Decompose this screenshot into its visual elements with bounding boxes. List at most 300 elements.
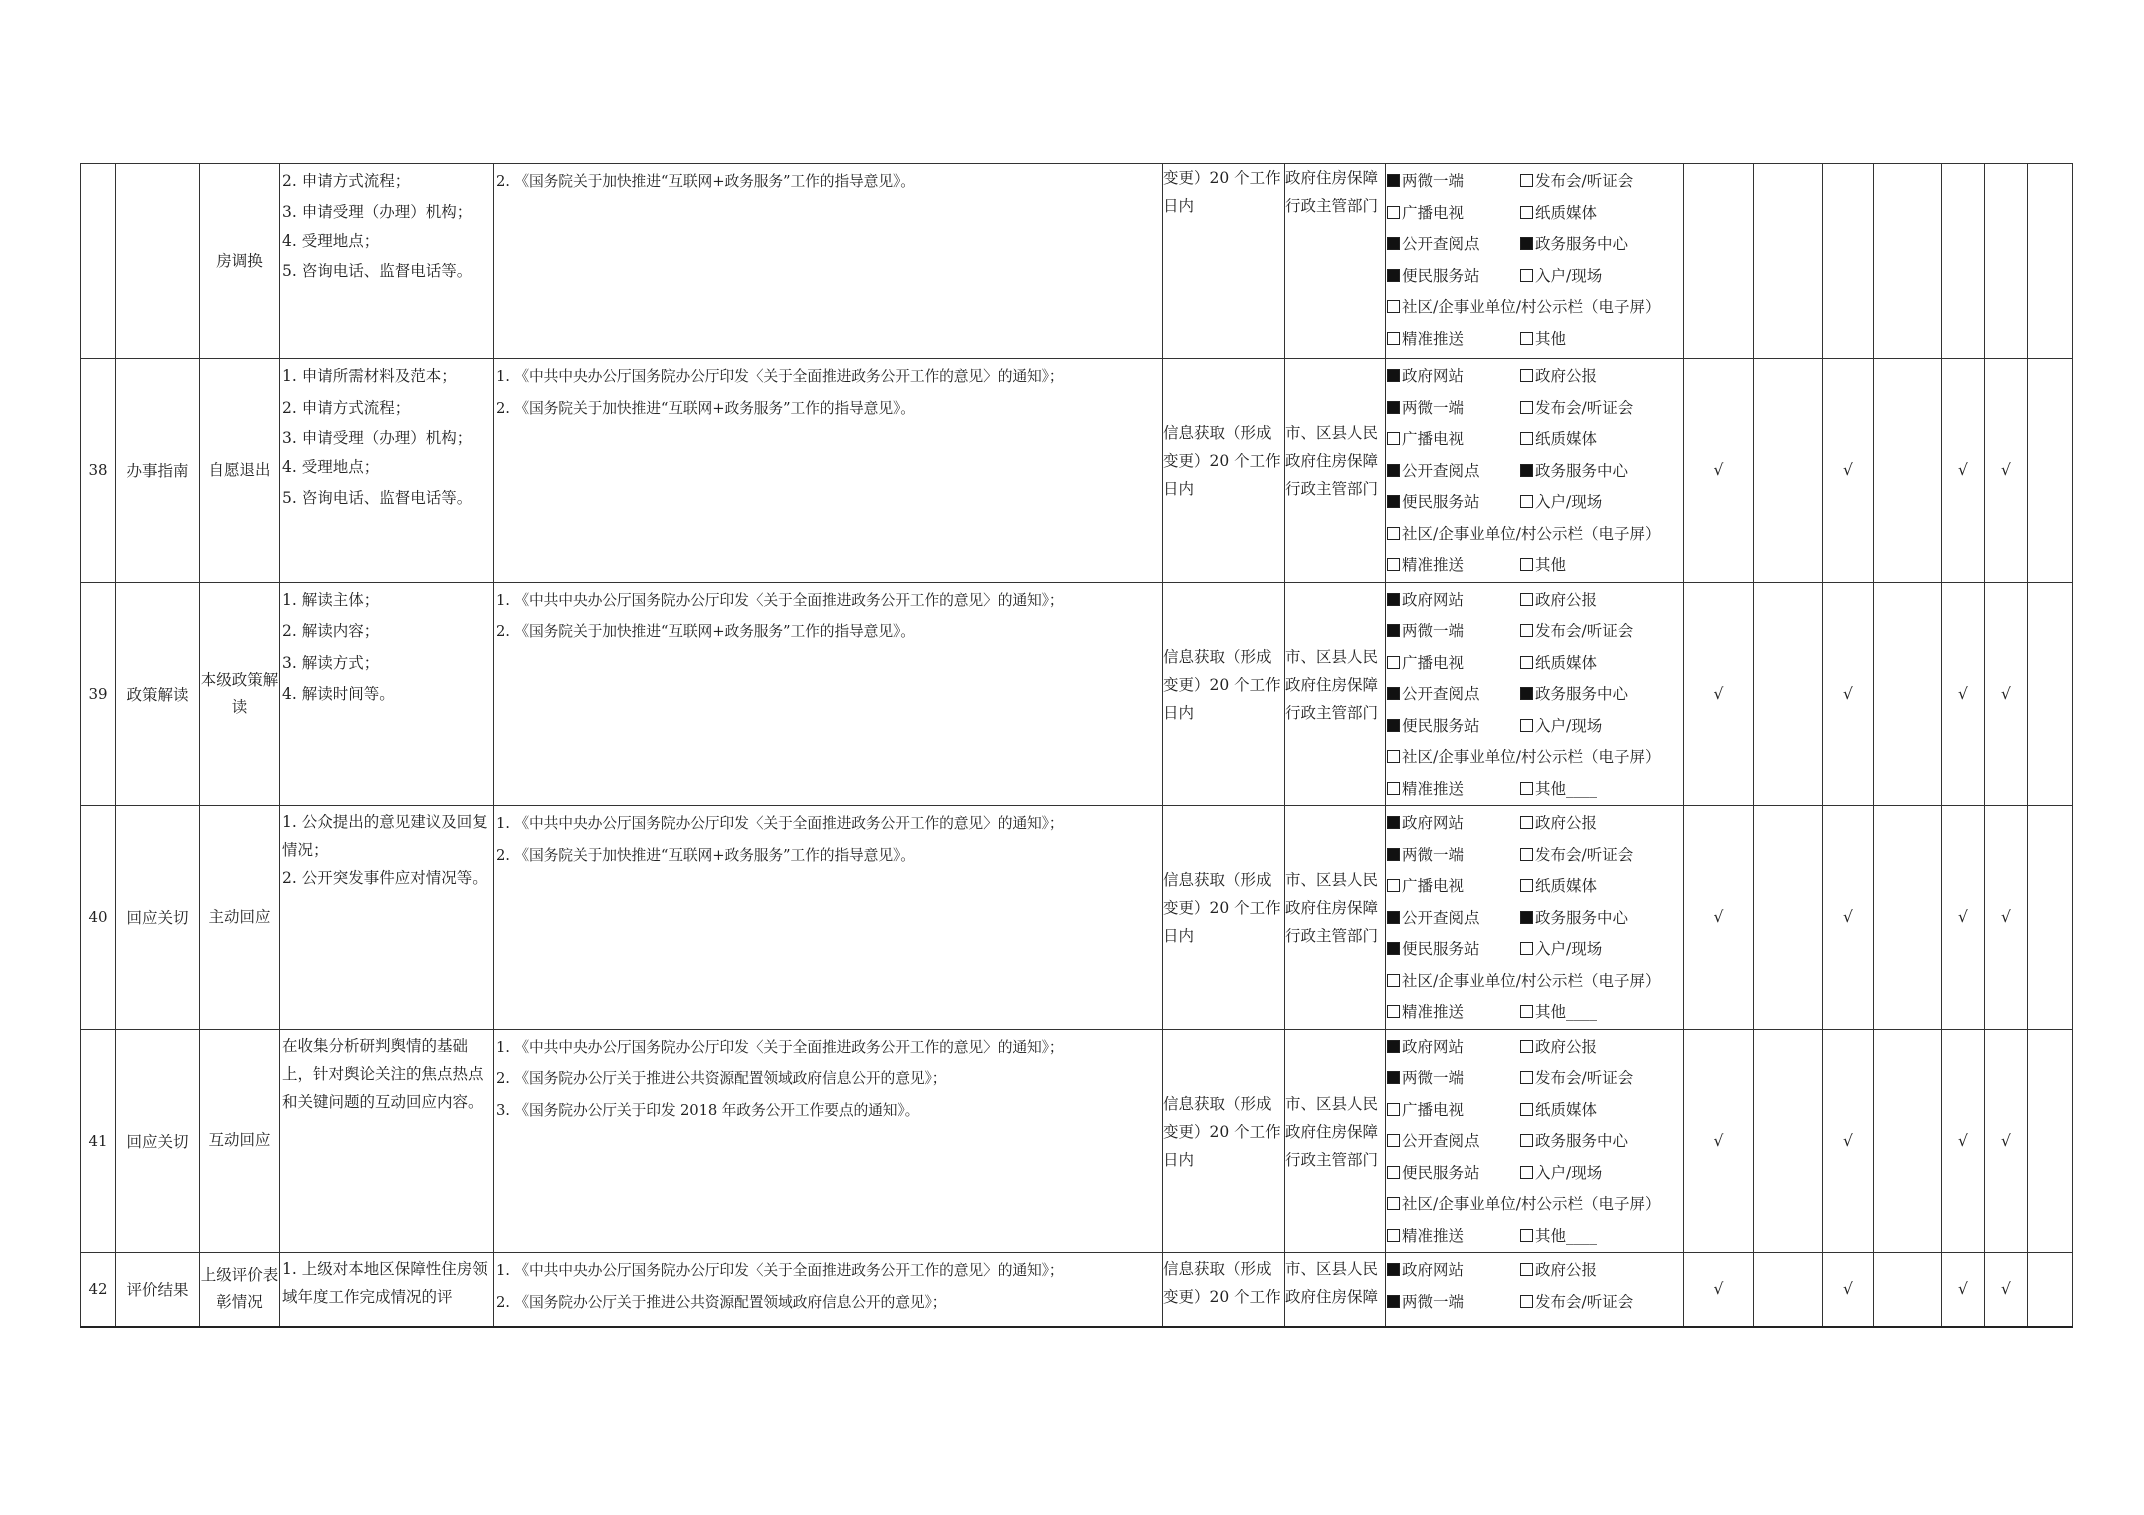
category-cell bbox=[116, 806, 200, 1030]
content-line: 2. 公开突发事件应对情况等。 bbox=[282, 869, 488, 887]
subject-line: 行政主管部门 bbox=[1285, 197, 1379, 215]
channel-option bbox=[1387, 261, 1520, 293]
scope-check-cell bbox=[1754, 806, 1823, 1030]
channel-option bbox=[1387, 648, 1520, 680]
channel-row bbox=[1387, 616, 1683, 648]
row-number: 42 bbox=[88, 1280, 108, 1299]
content-cell bbox=[280, 1253, 494, 1327]
channel-label: 发布会/听证会 bbox=[1535, 1069, 1634, 1087]
channel-label: 政府公报 bbox=[1535, 1261, 1598, 1279]
scope-check-cell bbox=[1985, 1029, 2028, 1253]
unchecked-box-icon bbox=[1520, 719, 1533, 732]
channel-label: 政府网站 bbox=[1402, 367, 1465, 385]
channel-label: 精准推送 bbox=[1402, 556, 1465, 574]
channel-row bbox=[1387, 361, 1683, 393]
channel-option bbox=[1387, 997, 1520, 1029]
scope-check-cell bbox=[1942, 164, 1985, 359]
unchecked-box-icon bbox=[1520, 624, 1533, 637]
table-row bbox=[81, 582, 2073, 806]
unchecked-box-icon bbox=[1520, 174, 1533, 187]
time-limit-line: 信息获取（形成 bbox=[1163, 424, 1272, 442]
channel-option bbox=[1387, 1221, 1520, 1253]
check-mark: √ bbox=[1713, 461, 1724, 480]
channel-label: 两微一端 bbox=[1402, 1292, 1465, 1311]
unchecked-box-icon bbox=[1520, 1134, 1533, 1147]
scope-check-cell bbox=[2028, 359, 2073, 583]
channel-label: 广播电视 bbox=[1402, 653, 1465, 672]
scope-check-cell bbox=[1874, 1253, 1942, 1327]
unchecked-box-icon bbox=[1520, 782, 1533, 795]
channel-option bbox=[1387, 840, 1520, 872]
channel-label: 社区/企事业单位/村公示栏（电子屏） bbox=[1402, 971, 1661, 990]
subject-line: 行政主管部门 bbox=[1285, 1150, 1379, 1169]
channel-row bbox=[1387, 456, 1683, 488]
table-row bbox=[81, 1029, 2073, 1253]
unchecked-box-icon bbox=[1387, 1166, 1400, 1179]
checked-box-icon bbox=[1387, 719, 1400, 732]
channel-row bbox=[1387, 648, 1683, 680]
check-mark: √ bbox=[1713, 1131, 1724, 1150]
channel-label: 政府公报 bbox=[1535, 1037, 1598, 1056]
channel-option bbox=[1387, 1287, 1520, 1319]
scope-check-cell bbox=[2028, 1029, 2073, 1253]
channel-label: 广播电视 bbox=[1402, 877, 1465, 895]
check-mark: √ bbox=[1843, 1131, 1853, 1150]
checked-box-icon bbox=[1387, 1040, 1400, 1053]
channel-option bbox=[1387, 679, 1520, 711]
unchecked-box-icon bbox=[1520, 369, 1533, 382]
channel-option bbox=[1387, 1126, 1520, 1158]
channel-label: 广播电视 bbox=[1402, 430, 1465, 448]
channel-label: 两微一端 bbox=[1402, 1069, 1465, 1087]
channel-row bbox=[1387, 997, 1683, 1029]
channel-row bbox=[1387, 808, 1683, 840]
scope-check-cell bbox=[1684, 582, 1754, 806]
category-cell bbox=[116, 582, 200, 806]
time-limit-line: 日内 bbox=[1163, 1150, 1195, 1169]
check-mark: √ bbox=[1958, 684, 1968, 703]
unchecked-box-icon bbox=[1387, 300, 1400, 313]
channel-label: 政务服务中心 bbox=[1535, 235, 1629, 253]
item-label: 主动回应 bbox=[208, 907, 271, 926]
channel-row bbox=[1387, 292, 1683, 324]
channel-label: 其他 bbox=[1535, 556, 1567, 574]
channel-row bbox=[1387, 1063, 1683, 1095]
check-mark: √ bbox=[1958, 461, 1968, 480]
time-limit-line: 日内 bbox=[1163, 927, 1195, 945]
content-line: 2. 申请方式流程； bbox=[282, 172, 411, 190]
channel-option bbox=[1520, 1063, 1633, 1095]
channel-row bbox=[1387, 934, 1683, 966]
channel-label: 入户/现场 bbox=[1535, 1163, 1603, 1182]
time-limit-line: 信息获取（形成 bbox=[1163, 1094, 1272, 1113]
item-label: 本级政策解读 bbox=[200, 670, 279, 716]
scope-check-cell bbox=[1684, 1029, 1754, 1253]
channel-label: 其他 bbox=[1535, 329, 1567, 348]
category-cell bbox=[116, 1029, 200, 1253]
content-line: 4. 受理地点； bbox=[282, 231, 380, 250]
channel-option bbox=[1520, 361, 1597, 393]
scope-check-cell bbox=[1874, 806, 1942, 1030]
channels-cell bbox=[1386, 582, 1684, 806]
item-cell bbox=[200, 1253, 280, 1327]
subject-cell bbox=[1285, 164, 1386, 359]
check-mark: √ bbox=[1958, 1280, 1968, 1299]
channel-label: 便民服务站 bbox=[1402, 493, 1480, 511]
unchecked-box-icon bbox=[1520, 1166, 1533, 1179]
channel-label: 纸质媒体 bbox=[1535, 877, 1598, 895]
channel-label: 纸质媒体 bbox=[1535, 430, 1598, 448]
unchecked-box-icon bbox=[1387, 1229, 1400, 1242]
unchecked-box-icon bbox=[1520, 332, 1533, 345]
scope-check-cell bbox=[1985, 359, 2028, 583]
channel-label: 政府网站 bbox=[1402, 1261, 1465, 1279]
table-row bbox=[81, 164, 2073, 359]
subject-cell bbox=[1285, 582, 1386, 806]
check-mark: √ bbox=[1713, 684, 1724, 703]
channel-label: 其他____ bbox=[1535, 779, 1598, 798]
channel-label: 便民服务站 bbox=[1402, 1163, 1480, 1182]
checked-box-icon bbox=[1387, 1071, 1400, 1084]
row-number-cell bbox=[81, 1253, 116, 1327]
check-mark: √ bbox=[2001, 461, 2011, 480]
channel-row bbox=[1387, 840, 1683, 872]
channel-option bbox=[1387, 456, 1520, 488]
scope-check-cell bbox=[1985, 582, 2028, 806]
channel-label: 便民服务站 bbox=[1402, 716, 1480, 735]
content-line: 1. 解读主体； bbox=[282, 590, 380, 609]
check-mark: √ bbox=[1958, 908, 1968, 927]
category-label: 回应关切 bbox=[126, 909, 189, 928]
channel-option bbox=[1520, 774, 1597, 806]
channel-label: 两微一端 bbox=[1402, 622, 1465, 640]
content-cell bbox=[280, 806, 494, 1030]
unchecked-box-icon bbox=[1520, 401, 1533, 414]
channel-label: 广播电视 bbox=[1402, 1100, 1465, 1119]
unchecked-box-icon bbox=[1387, 206, 1400, 219]
scope-check-cell bbox=[1985, 1253, 2028, 1327]
channel-option bbox=[1520, 616, 1633, 648]
scope-check-cell bbox=[1823, 806, 1874, 1030]
unchecked-box-icon bbox=[1520, 1040, 1533, 1053]
channel-option bbox=[1387, 871, 1520, 903]
unchecked-box-icon bbox=[1387, 558, 1400, 571]
subject-line: 市、区县人民 bbox=[1285, 1260, 1379, 1278]
channel-option bbox=[1520, 261, 1602, 293]
channel-row bbox=[1387, 550, 1683, 582]
channel-label: 社区/企事业单位/村公示栏（电子屏） bbox=[1402, 1195, 1661, 1213]
channel-option bbox=[1387, 550, 1520, 582]
scope-check-cell bbox=[1823, 1029, 1874, 1253]
category-label: 评价结果 bbox=[126, 1281, 189, 1300]
scope-check-cell bbox=[1985, 164, 2028, 359]
channel-label: 政务服务中心 bbox=[1535, 908, 1629, 927]
scope-check-cell bbox=[1823, 359, 1874, 583]
channel-option bbox=[1520, 1158, 1602, 1190]
time-limit-cell bbox=[1163, 1253, 1285, 1327]
channel-label: 其他____ bbox=[1535, 1226, 1598, 1245]
content-line: 1. 上级对本地区保障性住房领域年度工作完成情况的评 bbox=[282, 1260, 488, 1306]
content-line: 4. 解读时间等。 bbox=[282, 685, 395, 703]
channel-option bbox=[1387, 1095, 1520, 1127]
channel-option bbox=[1387, 424, 1520, 456]
scope-check-cell bbox=[1874, 1029, 1942, 1253]
scope-check-cell bbox=[1684, 359, 1754, 583]
channel-label: 政府公报 bbox=[1535, 367, 1598, 385]
channel-option bbox=[1387, 585, 1520, 617]
channel-label: 入户/现场 bbox=[1535, 716, 1603, 735]
scope-check-cell bbox=[1754, 164, 1823, 359]
scope-check-cell bbox=[2028, 164, 2073, 359]
item-label: 上级评价表彰情况 bbox=[200, 1266, 279, 1312]
unchecked-box-icon bbox=[1520, 269, 1533, 282]
check-mark: √ bbox=[1713, 908, 1724, 927]
subject-cell bbox=[1285, 1029, 1386, 1253]
channel-label: 政府网站 bbox=[1402, 1037, 1465, 1056]
checked-box-icon bbox=[1387, 401, 1400, 414]
unchecked-box-icon bbox=[1520, 1005, 1533, 1018]
item-label: 互动回应 bbox=[208, 1131, 271, 1150]
item-cell bbox=[200, 806, 280, 1030]
channel-row bbox=[1387, 1032, 1683, 1064]
item-label: 房调换 bbox=[216, 251, 263, 270]
basis-line: 3. 《国务院办公厅关于印发 2018 年政务公开工作要点的通知》。 bbox=[496, 1101, 920, 1119]
channel-option bbox=[1520, 1287, 1633, 1319]
time-limit-line: 变更）20 个工作 bbox=[1163, 169, 1281, 187]
channel-label: 公开查阅点 bbox=[1402, 1132, 1480, 1150]
channel-row bbox=[1387, 711, 1683, 743]
content-line: 2. 解读内容； bbox=[282, 622, 380, 640]
time-limit-line: 信息获取（形成 bbox=[1163, 1260, 1272, 1278]
category-cell bbox=[116, 164, 200, 359]
checked-box-icon bbox=[1520, 464, 1533, 477]
row-number: 39 bbox=[88, 684, 108, 703]
channel-option bbox=[1520, 550, 1566, 582]
content-line: 1. 申请所需材料及范本； bbox=[282, 367, 457, 385]
channel-option bbox=[1520, 585, 1597, 617]
unchecked-box-icon bbox=[1387, 879, 1400, 892]
channel-label: 社区/企事业单位/村公示栏（电子屏） bbox=[1402, 748, 1661, 766]
channel-option bbox=[1520, 1221, 1597, 1253]
channel-label: 政务服务中心 bbox=[1535, 1132, 1629, 1150]
channel-row bbox=[1387, 324, 1683, 356]
item-label: 自愿退出 bbox=[208, 460, 271, 479]
content-line: 3. 申请受理（办理）机构； bbox=[282, 429, 473, 447]
unchecked-box-icon bbox=[1387, 1103, 1400, 1116]
channel-option bbox=[1387, 229, 1520, 261]
category-label: 办事指南 bbox=[126, 462, 189, 481]
scope-check-cell bbox=[1942, 1253, 1985, 1327]
unchecked-box-icon bbox=[1520, 816, 1533, 829]
row-number-cell bbox=[81, 806, 116, 1030]
content-cell bbox=[280, 582, 494, 806]
channel-label: 入户/现场 bbox=[1535, 940, 1603, 958]
channel-label: 精准推送 bbox=[1402, 1003, 1465, 1021]
basis-cell bbox=[494, 582, 1163, 806]
category-label: 政策解读 bbox=[126, 685, 189, 704]
check-mark: √ bbox=[2001, 684, 2011, 703]
checked-box-icon bbox=[1387, 624, 1400, 637]
unchecked-box-icon bbox=[1520, 593, 1533, 606]
time-limit-line: 日内 bbox=[1163, 703, 1195, 722]
channel-option bbox=[1387, 519, 1660, 551]
channel-label: 政府网站 bbox=[1402, 814, 1465, 832]
channels-cell bbox=[1386, 1029, 1684, 1253]
channel-label: 精准推送 bbox=[1402, 1226, 1465, 1245]
content-line: 2. 申请方式流程； bbox=[282, 398, 411, 417]
channel-option bbox=[1520, 324, 1566, 356]
scope-check-cell bbox=[1874, 582, 1942, 806]
time-limit-line: 变更）20 个工作 bbox=[1163, 899, 1281, 917]
channel-option bbox=[1387, 324, 1520, 356]
row-number-cell bbox=[81, 1029, 116, 1253]
basis-cell bbox=[494, 806, 1163, 1030]
channel-label: 纸质媒体 bbox=[1535, 653, 1598, 672]
checked-box-icon bbox=[1387, 174, 1400, 187]
channel-label: 社区/企事业单位/村公示栏（电子屏） bbox=[1402, 298, 1661, 316]
unchecked-box-icon bbox=[1520, 206, 1533, 219]
basis-line: 1. 《中共中央办公厅国务院办公厅印发〈关于全面推进政务公开工作的意见〉的通知》； bbox=[496, 368, 1064, 385]
content-line: 4. 受理地点； bbox=[282, 458, 380, 476]
channel-row bbox=[1387, 424, 1683, 456]
scope-check-cell bbox=[1874, 164, 1942, 359]
checked-box-icon bbox=[1387, 237, 1400, 250]
unchecked-box-icon bbox=[1387, 1197, 1400, 1210]
channel-row bbox=[1387, 585, 1683, 617]
channel-row bbox=[1387, 1221, 1683, 1253]
channel-label: 公开查阅点 bbox=[1402, 908, 1480, 927]
channel-row bbox=[1387, 903, 1683, 935]
channel-label: 发布会/听证会 bbox=[1535, 1292, 1634, 1311]
table-row bbox=[81, 806, 2073, 1030]
channel-option bbox=[1520, 229, 1628, 261]
channel-option bbox=[1387, 616, 1520, 648]
unchecked-box-icon bbox=[1520, 848, 1533, 861]
scope-check-cell bbox=[1754, 1029, 1823, 1253]
check-mark: √ bbox=[2001, 908, 2011, 927]
basis-line: 1. 《中共中央办公厅国务院办公厅印发〈关于全面推进政务公开工作的意见〉的通知》； bbox=[496, 815, 1064, 832]
unchecked-box-icon bbox=[1520, 432, 1533, 445]
checked-box-icon bbox=[1387, 687, 1400, 700]
check-mark: √ bbox=[2001, 1131, 2011, 1150]
scope-check-cell bbox=[1874, 359, 1942, 583]
channel-option bbox=[1387, 487, 1520, 519]
unchecked-box-icon bbox=[1387, 432, 1400, 445]
channel-row bbox=[1387, 487, 1683, 519]
unchecked-box-icon bbox=[1520, 1103, 1533, 1116]
channel-row bbox=[1387, 261, 1683, 293]
content-line: 1. 公众提出的意见建议及回复情况； bbox=[282, 813, 488, 859]
subject-line: 政府住房保障 bbox=[1285, 899, 1379, 917]
channel-option bbox=[1387, 1032, 1520, 1064]
unchecked-box-icon bbox=[1520, 495, 1533, 508]
unchecked-box-icon bbox=[1387, 974, 1400, 987]
subject-line: 市、区县人民 bbox=[1285, 871, 1379, 889]
subject-line: 行政主管部门 bbox=[1285, 703, 1379, 722]
channel-label: 发布会/听证会 bbox=[1535, 398, 1634, 417]
checked-box-icon bbox=[1387, 464, 1400, 477]
basis-line: 1. 《中共中央办公厅国务院办公厅印发〈关于全面推进政务公开工作的意见〉的通知》； bbox=[496, 591, 1064, 609]
basis-line: 2. 《国务院关于加快推进“互联网+政务服务”工作的指导意见》。 bbox=[496, 623, 915, 640]
category-cell bbox=[116, 1253, 200, 1327]
channels-cell bbox=[1386, 359, 1684, 583]
check-mark: √ bbox=[1843, 684, 1853, 703]
content-cell bbox=[280, 1029, 494, 1253]
channel-option bbox=[1520, 711, 1602, 743]
unchecked-box-icon bbox=[1387, 750, 1400, 763]
item-cell bbox=[200, 164, 280, 359]
basis-line: 2. 《国务院办公厅关于推进公共资源配置领域政府信息公开的意见》； bbox=[496, 1293, 947, 1311]
scope-check-cell bbox=[1942, 359, 1985, 583]
item-cell bbox=[200, 1029, 280, 1253]
channel-option bbox=[1520, 424, 1597, 456]
time-limit-cell bbox=[1163, 1029, 1285, 1253]
channel-label: 纸质媒体 bbox=[1535, 203, 1598, 222]
row-number: 40 bbox=[88, 908, 108, 927]
scope-check-cell bbox=[1823, 164, 1874, 359]
subject-line: 行政主管部门 bbox=[1285, 927, 1379, 945]
basis-cell bbox=[494, 359, 1163, 583]
scope-check-cell bbox=[1823, 1253, 1874, 1327]
channel-row bbox=[1387, 1255, 1683, 1287]
channel-row bbox=[1387, 1158, 1683, 1190]
basis-cell bbox=[494, 164, 1163, 359]
channel-option bbox=[1387, 742, 1660, 774]
content-line: 在收集分析研判舆情的基础上，针对舆论关注的焦点热点和关键问题的互动回应内容。 bbox=[282, 1036, 484, 1111]
channels-cell bbox=[1386, 1253, 1684, 1327]
channel-option bbox=[1520, 487, 1602, 519]
channel-option bbox=[1387, 934, 1520, 966]
checked-box-icon bbox=[1387, 848, 1400, 861]
time-limit-cell bbox=[1163, 806, 1285, 1030]
unchecked-box-icon bbox=[1520, 656, 1533, 669]
scope-check-cell bbox=[1754, 1253, 1823, 1327]
item-cell bbox=[200, 359, 280, 583]
checked-box-icon bbox=[1387, 369, 1400, 382]
content-line: 3. 申请受理（办理）机构； bbox=[282, 202, 473, 221]
basis-line: 2. 《国务院关于加快推进“互联网+政务服务”工作的指导意见》。 bbox=[496, 846, 915, 864]
row-number: 41 bbox=[88, 1131, 108, 1150]
channel-option bbox=[1387, 393, 1520, 425]
check-mark: √ bbox=[1843, 1280, 1853, 1299]
unchecked-box-icon bbox=[1520, 558, 1533, 571]
channel-label: 便民服务站 bbox=[1402, 266, 1480, 285]
channel-row bbox=[1387, 393, 1683, 425]
basis-line: 1. 《中共中央办公厅国务院办公厅印发〈关于全面推进政务公开工作的意见〉的通知》； bbox=[496, 1262, 1064, 1279]
time-limit-line: 变更）20 个工作 bbox=[1163, 1122, 1281, 1141]
channel-row bbox=[1387, 1287, 1683, 1319]
checked-box-icon bbox=[1387, 495, 1400, 508]
channel-row bbox=[1387, 198, 1683, 230]
subject-line: 政府住房保障 bbox=[1285, 169, 1379, 187]
channel-option bbox=[1520, 393, 1633, 425]
unchecked-box-icon bbox=[1387, 656, 1400, 669]
table-row bbox=[81, 359, 2073, 583]
channel-row bbox=[1387, 229, 1683, 261]
channel-label: 发布会/听证会 bbox=[1535, 845, 1634, 864]
channel-option bbox=[1387, 1255, 1520, 1287]
unchecked-box-icon bbox=[1520, 1229, 1533, 1242]
checked-box-icon bbox=[1387, 269, 1400, 282]
channel-label: 精准推送 bbox=[1402, 779, 1465, 798]
time-limit-line: 信息获取（形成 bbox=[1163, 647, 1272, 666]
channel-option bbox=[1387, 711, 1520, 743]
channel-option bbox=[1387, 1063, 1520, 1095]
channel-option bbox=[1520, 1032, 1597, 1064]
unchecked-box-icon bbox=[1387, 527, 1400, 540]
checked-box-icon bbox=[1387, 911, 1400, 924]
channel-option bbox=[1387, 966, 1660, 998]
